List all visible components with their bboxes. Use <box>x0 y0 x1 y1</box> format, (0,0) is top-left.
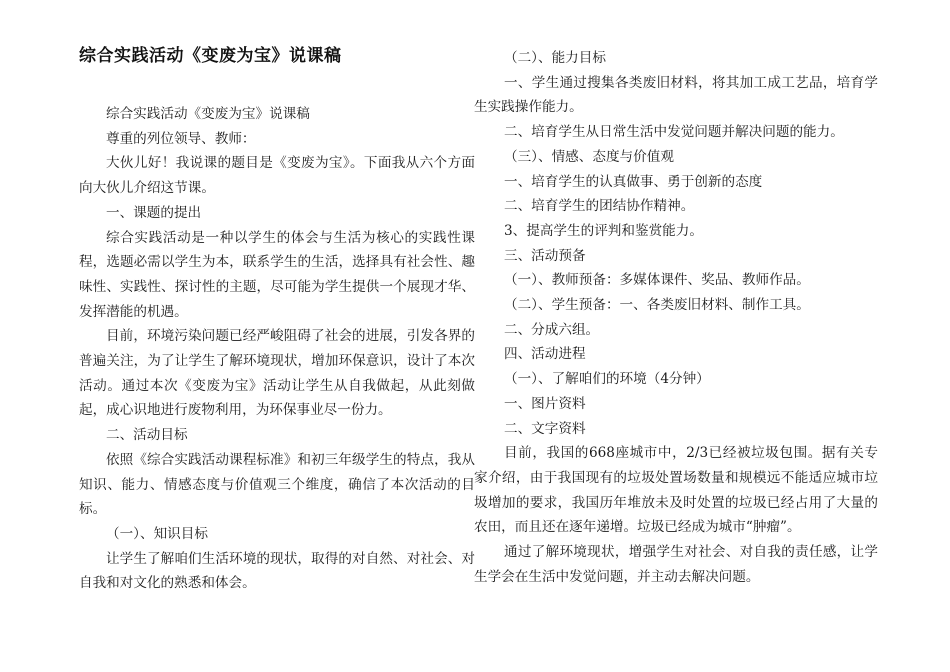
paragraph: 综合实践活动是一种以学生的体会与生活为核心的实践性课程，选题必需以学生为本，联系学生的生活，选择具有社会性、趣味性、实践性、探讨性的主题，尽可能为学生提供一个展现才华、发挥潜能的机遇。 <box>79 229 475 320</box>
paragraph: 二、文字资料 <box>504 420 586 437</box>
left-column <box>79 102 475 596</box>
paragraph: 一、图片资料 <box>504 395 586 412</box>
subsection-heading: （一）、知识目标 <box>106 525 208 542</box>
paragraph: 一、学生通过搜集各类废旧材料，将其加工成工艺品，培育学生实践操作能力。 <box>474 74 878 116</box>
subsection-heading: （三）、情感、态度与价值观 <box>504 148 674 165</box>
paragraph: （二）、学生预备：一、各类废旧材料、制作工具。 <box>504 297 810 314</box>
paragraph: 目前，环境污染问题已经严峻阻碍了社会的进展，引发各界的普遍关注，为了让学生了解环境现状，增加环保意识，设计了本次活动。通过本次《变废为宝》活动让学生从自我做起，从此刻做起，成心识地进行废物利用，为环保事业尽一份力。 <box>79 328 475 419</box>
paragraph: 依照《综合实践活动课程标准》和初三年级学生的特点，我从知识、能力、情感态度与价值观三个维度，确信了本次活动的目标。 <box>79 451 475 518</box>
subsection-heading: （二）、能力目标 <box>504 50 606 66</box>
paragraph: 二、培育学生从日常生活中发觉问题并解决问题的能力。 <box>504 124 844 141</box>
paragraph: 大伙儿好！我说课的题目是《变废为宝》。下面我从六个方面向大伙儿介绍这节课。 <box>79 155 475 197</box>
paragraph: 综合实践活动《变废为宝》说课稿 <box>106 106 310 122</box>
section-heading: 二、活动目标 <box>106 427 188 444</box>
paragraph: 尊重的列位领导、教师： <box>106 130 256 147</box>
paragraph: 3、提高学生的评判和鉴赏能力。 <box>504 222 703 239</box>
paragraph: 一、培育学生的认真做事、勇于创新的态度 <box>504 173 763 190</box>
paragraph: （一）、教师预备：多媒体课件、奖品、教师作品。 <box>504 272 810 289</box>
document-title: 综合实践活动《变废为宝》说课稿 <box>79 46 342 66</box>
subsection-heading: （一）、了解咱们的环境（4分钟） <box>504 371 710 388</box>
paragraph: 二、分成六组。 <box>504 321 600 338</box>
paragraph: 通过了解环境现状，增强学生对社会、对自我的责任感，让学生学会在生活中发觉问题，并主动去解决问题。 <box>474 544 878 585</box>
section-heading: 三、活动预备 <box>504 247 586 264</box>
section-heading: 四、活动进程 <box>504 346 586 363</box>
right-column <box>474 46 878 589</box>
section-heading: 一、课题的提出 <box>106 204 202 221</box>
paragraph: 让学生了解咱们生活环境的现状，取得的对自然、对社会、对自我和对文化的熟悉和体会。 <box>79 550 475 592</box>
paragraph: 目前，我国的668座城市中，2/3已经被垃圾包围。据有关专家介绍，由于我国现有的垃圾处置场数量和规模远不能适应城市垃圾增加的要求，我国历年堆放未及时处置的垃圾已经占用了大量的农田，而且还在逐年递增。垃圾已经成为城市“肿瘤”。 <box>474 445 878 536</box>
paragraph: 二、培育学生的团结协作精神。 <box>504 198 695 215</box>
